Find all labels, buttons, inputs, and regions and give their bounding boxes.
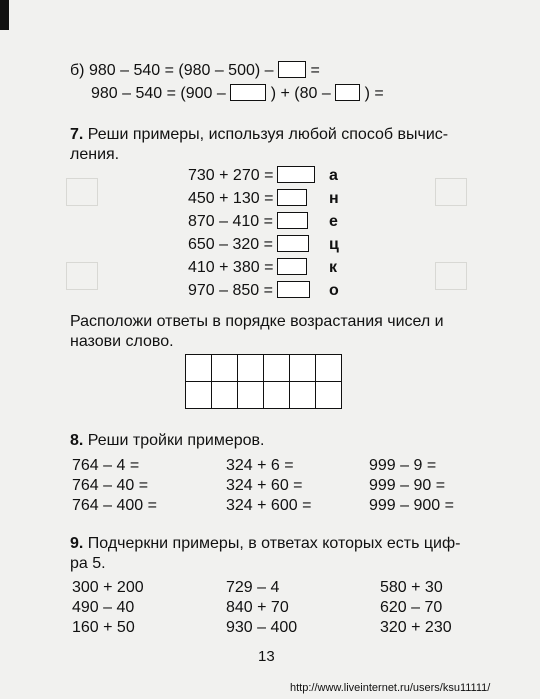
- task9-example: 620 – 70: [380, 599, 443, 616]
- task7-example-row: [188, 189, 339, 209]
- task7-example-row: [188, 212, 338, 232]
- answer-word-grid: [185, 354, 342, 409]
- task8-example: 764 – 4 =: [72, 457, 140, 474]
- answer-box[interactable]: [277, 235, 309, 252]
- section-b-line2-mid: ) + (80 –: [270, 85, 331, 102]
- answer-box[interactable]: [277, 212, 308, 229]
- task8-example: 999 – 90 =: [369, 477, 446, 494]
- task7-instruction-line2: назови слово.: [70, 333, 174, 350]
- task7-letter: е: [329, 213, 338, 230]
- section-b-line-2: [91, 84, 384, 104]
- task9-example: 300 + 200: [72, 579, 144, 596]
- page-number: 13: [258, 648, 275, 665]
- task7-example-row: [188, 258, 338, 278]
- task8-example: 999 – 900 =: [369, 497, 454, 514]
- task7-number: 7.: [70, 126, 84, 143]
- task8-example: 324 + 60 =: [226, 477, 303, 494]
- grid-cell[interactable]: [316, 355, 342, 382]
- task7-expression: 730 + 270 =: [188, 167, 274, 184]
- grid-cell[interactable]: [290, 355, 316, 382]
- task9-example: 490 – 40: [72, 599, 135, 616]
- task9-example: 580 + 30: [380, 579, 443, 596]
- grid-cell[interactable]: [264, 355, 290, 382]
- task7-letter: о: [329, 282, 339, 299]
- section-b-line2-right: ) =: [364, 85, 384, 102]
- task9-heading: [70, 534, 460, 554]
- task9-example: 729 – 4: [226, 579, 280, 596]
- grid-cell[interactable]: [238, 355, 264, 382]
- footer-url[interactable]: http://www.liveinternet.ru/users/ksu11111/: [290, 682, 491, 694]
- section-b-line-1: [70, 61, 320, 81]
- task7-letter: а: [329, 167, 338, 184]
- task9-example: 930 – 400: [226, 619, 298, 636]
- grid-cell[interactable]: [212, 382, 238, 409]
- bleed-through-shape: [66, 178, 98, 206]
- grid-cell[interactable]: [290, 382, 316, 409]
- task7-heading: [70, 125, 448, 145]
- task9-example: 840 + 70: [226, 599, 289, 616]
- task7-expression: 450 + 130 =: [188, 190, 274, 207]
- grid-cell[interactable]: [264, 382, 290, 409]
- task8-example: 764 – 40 =: [72, 477, 149, 494]
- answer-box[interactable]: [277, 166, 315, 183]
- task8-example: 324 + 600 =: [226, 497, 312, 514]
- task8-example: 324 + 6 =: [226, 457, 294, 474]
- task9-text-line2: ра 5.: [70, 555, 106, 572]
- answer-box[interactable]: [277, 258, 307, 275]
- page-corner-mark: [0, 0, 9, 30]
- task7-expression: 970 – 850 =: [188, 282, 273, 299]
- bleed-through-shape: [435, 178, 467, 206]
- task9-text-line1: Подчеркни примеры, в ответах которых есть циф-: [87, 535, 461, 552]
- answer-box[interactable]: [230, 84, 266, 101]
- section-b-label: б): [70, 62, 85, 79]
- section-b-line1-right: =: [310, 62, 320, 79]
- task7-text-line2: ления.: [70, 146, 120, 163]
- task8-heading: [70, 431, 264, 451]
- grid-cell[interactable]: [238, 382, 264, 409]
- task7-example-row: [188, 281, 339, 301]
- section-b-line2-left: 980 – 540 = (900 –: [91, 85, 226, 102]
- task8-number: 8.: [70, 432, 84, 449]
- grid-cell[interactable]: [186, 355, 212, 382]
- grid-cell[interactable]: [212, 355, 238, 382]
- grid-cell[interactable]: [186, 382, 212, 409]
- task7-letter: к: [329, 259, 338, 276]
- task7-expression: 650 – 320 =: [188, 236, 273, 253]
- task7-letter: ц: [329, 236, 339, 253]
- answer-box[interactable]: [277, 189, 307, 206]
- section-b-line1-left: 980 – 540 = (980 – 500) –: [88, 62, 274, 79]
- task7-example-row: [188, 235, 339, 255]
- task7-letter: н: [329, 190, 339, 207]
- grid-cell[interactable]: [316, 382, 342, 409]
- bleed-through-shape: [435, 262, 467, 290]
- task7-example-row: [188, 166, 338, 186]
- task7-expression: 410 + 380 =: [188, 259, 274, 276]
- answer-box[interactable]: [277, 281, 310, 298]
- task7-instruction-line1: Расположи ответы в порядке возрастания чисел и: [70, 313, 444, 330]
- task7-expression: 870 – 410 =: [188, 213, 273, 230]
- task7-text-line1: Реши примеры, используя любой способ вычис-: [87, 126, 449, 143]
- task8-example: 764 – 400 =: [72, 497, 157, 514]
- task9-number: 9.: [70, 535, 84, 552]
- answer-box[interactable]: [335, 84, 360, 101]
- answer-box[interactable]: [278, 61, 306, 78]
- task8-example: 999 – 9 =: [369, 457, 437, 474]
- task8-text: Реши тройки примеров.: [87, 432, 265, 449]
- bleed-through-shape: [66, 262, 98, 290]
- task9-example: 320 + 230: [380, 619, 452, 636]
- task9-example: 160 + 50: [72, 619, 135, 636]
